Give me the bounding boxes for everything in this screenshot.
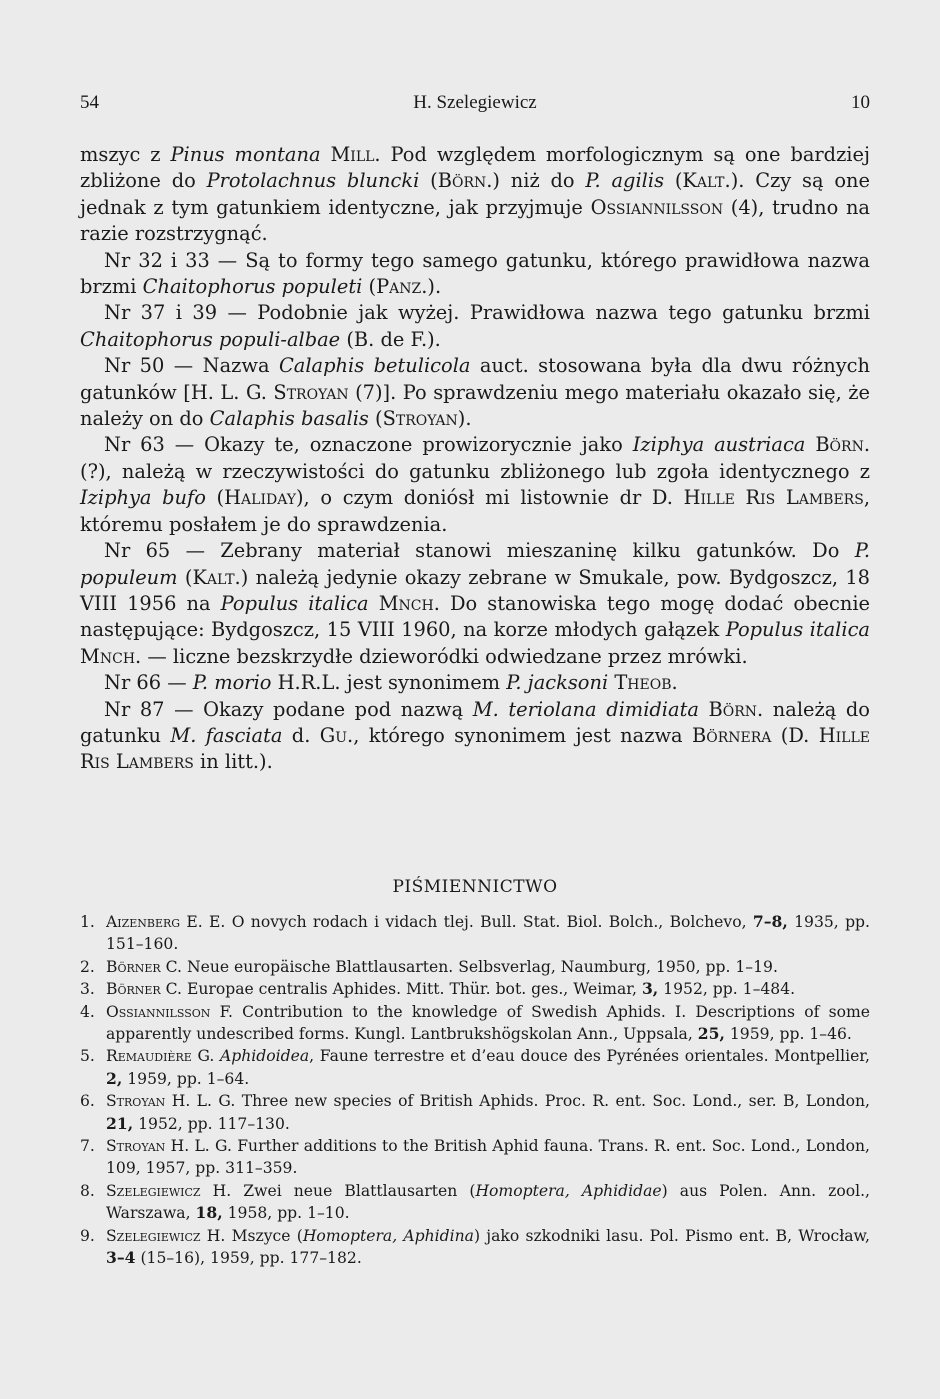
references-list — [80, 911, 870, 1270]
reference-item: 5. Remaudière G. Aphidoidea, Faune terrestre et d’eau douce des Pyrénées orientales. Montpellier, 2, 1959, pp. 1–64. — [80, 1047, 870, 1088]
page-number: 54 — [80, 92, 99, 113]
reference-item: 8. Szelegiewicz H. Zwei neue Blattlausarten (Homoptera, Aphididae) aus Polen. Ann. zool., Warszawa, 18, 1958, pp. 1–10. — [80, 1181, 870, 1223]
paragraph: Nr 65 — Zebrany materiał stanowi mieszaninę kilku gatunków. Do P. populeum (Kalt.) należą jedynie okazy zebrane w Smukale, pow. Bydgoszcz, 18 VIII 1956 na Populus italica Mnch. Do stanowiska tego mogę dodać obecnie następujące: Bydgoszcz, 15 VIII 1960, na korze młodych gałązek Populus italica Mnch. — liczne bezskrzydłe dzieworódki odwiedzane przez mrówki. — [80, 539, 870, 668]
reference-item: 2. Börner C. Neue europäische Blattlausarten. Selbsverlag, Naumburg, 1950, pp. 1–19. — [80, 957, 778, 976]
paragraph: Nr 87 — Okazy podane pod nazwą M. teriolana dimidiata Börn. należą do gatunku M. fasciata d. Gu., którego synonimem jest nazwa Börnera (D. Hille Ris Lambers in litt.). — [80, 697, 870, 774]
running-head — [80, 92, 870, 116]
paragraph: Nr 37 i 39 — Podobnie jak wyżej. Prawidłowa nazwa tego gatunku brzmi Chaitophorus populi-albae (B. de F.). — [80, 301, 870, 351]
paragraph: Nr 50 — Nazwa Calaphis betulicola auct. stosowana była dla dwu różnych gatunków [H. L. G. Stroyan (7)]. Po sprawdzeniu mego materiału okazało się, że należy on do Calaphis basalis (Stroyan). — [80, 354, 870, 431]
reference-item: 9. Szelegiewicz H. Mszyce (Homoptera, Aphidina) jako szkodniki lasu. Pol. Pismo ent. B, Wrocław, 3–4 (15–16), 1959, pp. 177–182. — [80, 1226, 871, 1268]
running-author: H. Szelegiewicz — [413, 92, 537, 113]
reference-item: 1. Aizenberg E. E. O novych rodach i vidach tlej. Bull. Stat. Biol. Bolch., Bolchevo, 7–8, 1935, pp. 151–160. — [80, 912, 870, 954]
paragraph: Nr 63 — Okazy te, oznaczone prowizorycznie jako Iziphya austriaca Börn. (?), należą w rzeczywistości do gatunku zbliżonego lub zgoła identycznego z Iziphya bufo (Haliday), o czym doniósł mi listownie dr D. Hille Ris Lambers, któremu posłałem je do sprawdzenia. — [80, 433, 870, 536]
paragraph: Nr 66 — P. morio H.R.L. jest synonimem P. jacksoni Theob. — [104, 671, 678, 695]
paragraph: Nr 32 i 33 — Są to formy tego samego gatunku, którego prawidłowa nazwa brzmi Chaitophorus populeti (Panz.). — [80, 248, 870, 299]
paragraph: mszyc z Pinus montana Mill. Pod względem morfologicznym są one bardziej zbliżone do Protolachnus bluncki (Börn.) niż do P. agilis (Kalt.). Czy są one jednak z tym gatunkiem identyczne, jak przyjmuje Ossiannilsson (4), trudno na razie rozstrzygnąć. — [80, 143, 871, 246]
reference-item: 7. Stroyan H. L. G. Further additions to the British Aphid fauna. Trans. R. ent. Soc. Lond., London, 109, 1957, pp. 311–359. — [80, 1137, 870, 1178]
reference-item: 3. Börner C. Europae centralis Aphides. Mitt. Thür. bot. ges., Weimar, 3, 1952, pp. 1–484. — [80, 979, 796, 999]
body-text — [80, 142, 870, 776]
reference-item: 4. Ossiannilsson F. Contribution to the knowledge of Swedish Aphids. I. Descriptions of some apparently undescribed forms. Kungl. Lantbrukshögskolan Ann., Uppsala, 25, 1959, pp. 1–46. — [80, 1002, 870, 1044]
reference-item: 6. Stroyan H. L. G. Three new species of British Aphids. Proc. R. ent. Soc. Lond., ser. B, London, 21, 1952, pp. 117–130. — [80, 1092, 870, 1133]
references-title: PIŚMIENNICTWO — [392, 877, 558, 897]
issue-number: 10 — [851, 92, 870, 113]
